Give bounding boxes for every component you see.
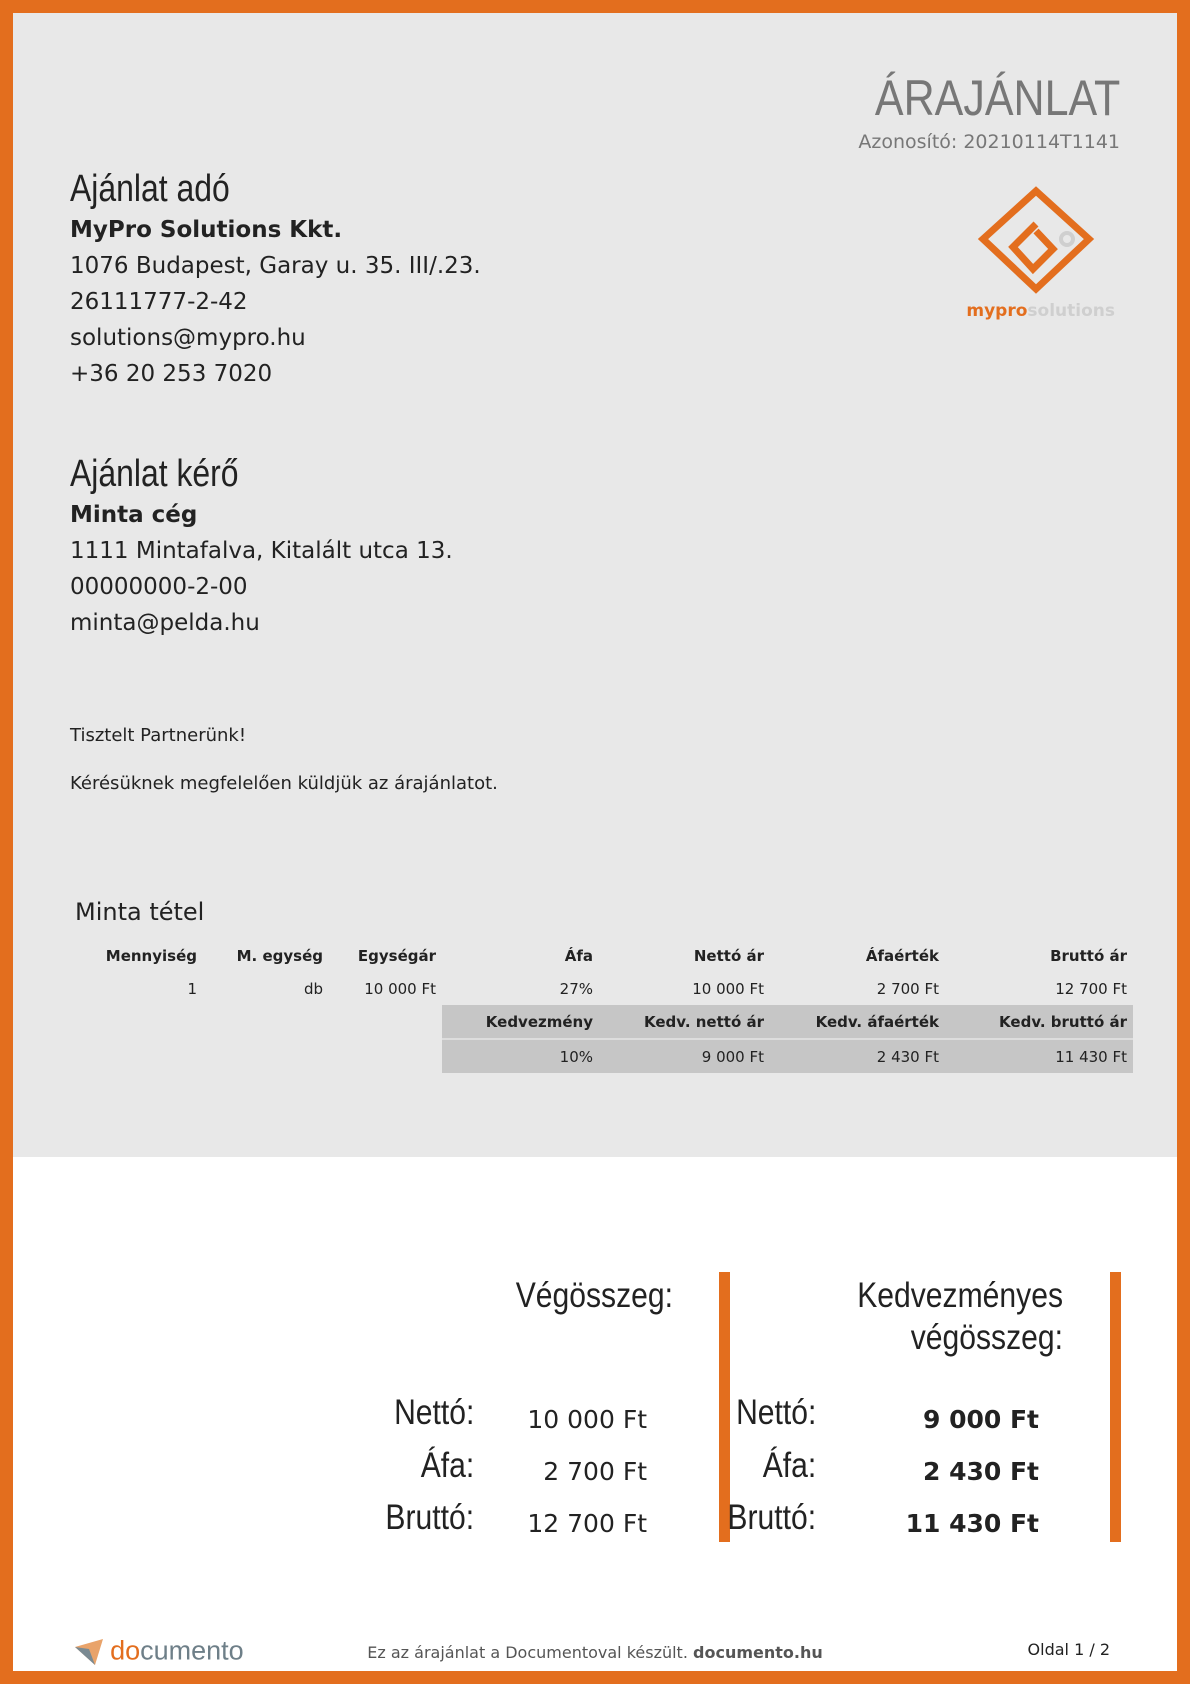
seller-block [70,168,481,392]
totals-heading-wrap [393,1275,673,1317]
value-discount: 10% [442,1040,599,1073]
item-title: Minta tétel [75,898,205,926]
footer-text [13,1643,1177,1662]
seller-address: 1076 Budapest, Garay u. 35. III/.23. [70,253,481,279]
totals-net-label: Nettó: [393,1393,474,1432]
footer-link[interactable]: documento.hu [693,1643,823,1662]
discount-totals-heading-line1: Kedvezményes [857,1276,1063,1315]
intro-text: Kérésüknek megfelelően küldjük az árajánlatot. [70,773,498,794]
logo-part-mypro: mypro [966,301,1028,321]
totals-gross-value: 12 700 Ft [527,1509,647,1538]
item-table [75,939,1133,1073]
header-discount: Kedvezmény [442,1005,599,1040]
header-unit-price: Egységár [357,946,436,965]
seller-tax-id: 26111777-2-42 [70,289,248,315]
value-discount-net: 9 000 Ft [599,1040,770,1073]
value-vat-amount: 2 700 Ft [876,979,939,998]
totals-net-value: 10 000 Ft [527,1405,647,1434]
value-vat: 27% [559,979,593,998]
buyer-tax-id: 00000000-2-00 [70,574,248,600]
item-value-row [75,972,1133,1005]
value-discount-vat: 2 430 Ft [770,1040,945,1073]
seller-email: solutions@mypro.hu [70,325,306,351]
value-unit-price: 10 000 Ft [364,979,436,998]
seller-phone: +36 20 253 7020 [70,361,273,387]
buyer-address: 1111 Mintafalva, Kitalált utca 13. [70,538,453,564]
discount-totals-gross-value: 11 430 Ft [905,1509,1039,1538]
document-id: Azonosító: 20210114T1141 [858,131,1120,153]
header-vat-amount: Áfaérték [865,946,939,965]
value-unit: db [303,979,323,998]
value-net-price: 10 000 Ft [692,979,764,998]
header-quantity: Mennyiség [105,946,197,965]
item-header-row [75,939,1133,972]
totals-vat-label: Áfa: [420,1446,474,1485]
value-quantity: 1 [187,979,197,998]
logo-part-solutions: solutions [1027,301,1115,321]
discount-header-row [75,1005,1133,1040]
seller-heading: Ajánlat adó [70,168,230,210]
header-discount-net: Kedv. nettó ár [599,1005,770,1040]
documento-brand-part2: cumento [140,1635,244,1666]
value-gross-price: 12 700 Ft [1055,979,1127,998]
discount-totals-vat-label: Áfa: [762,1446,816,1485]
discount-totals-heading-wrap [773,1275,1063,1359]
buyer-block [70,453,453,641]
discount-totals-vat-value: 2 430 Ft [922,1457,1039,1486]
header-vat: Áfa [564,946,593,965]
discount-totals-heading-line2: végösszeg: [910,1318,1063,1357]
footer-note: Ez az árajánlat a Documentoval készült. [367,1643,688,1662]
totals-gross-label: Bruttó: [385,1498,474,1537]
totals-heading: Végösszeg: [515,1276,673,1315]
discount-totals-gross-label: Bruttó: [727,1498,816,1537]
discount-totals-net-value: 9 000 Ft [922,1405,1039,1434]
buyer-heading: Ajánlat kérő [70,453,239,495]
buyer-email: minta@pelda.hu [70,610,260,636]
greeting: Tisztelt Partnerünk! [70,725,247,746]
header-discount-vat: Kedv. áfaérték [770,1005,945,1040]
documento-brand-part1: do [110,1635,141,1666]
logo-wordmark [966,301,1115,321]
header-discount-gross: Kedv. bruttó ár [945,1005,1133,1040]
discount-totals-accent-bar [1110,1272,1121,1542]
totals-vat-value: 2 700 Ft [543,1457,647,1486]
page-number: Oldal 1 / 2 [1027,1640,1110,1659]
header-unit: M. egység [236,946,323,965]
header-gross-price: Bruttó ár [1050,946,1127,965]
seller-name: MyPro Solutions Kkt. [70,217,343,243]
document-title: ÁRAJÁNLAT [874,70,1120,126]
discount-value-row [75,1040,1133,1073]
header-net-price: Nettó ár [693,946,764,965]
value-discount-gross: 11 430 Ft [945,1040,1133,1073]
discount-totals-net-label: Nettó: [735,1393,816,1432]
buyer-name: Minta cég [70,502,198,528]
